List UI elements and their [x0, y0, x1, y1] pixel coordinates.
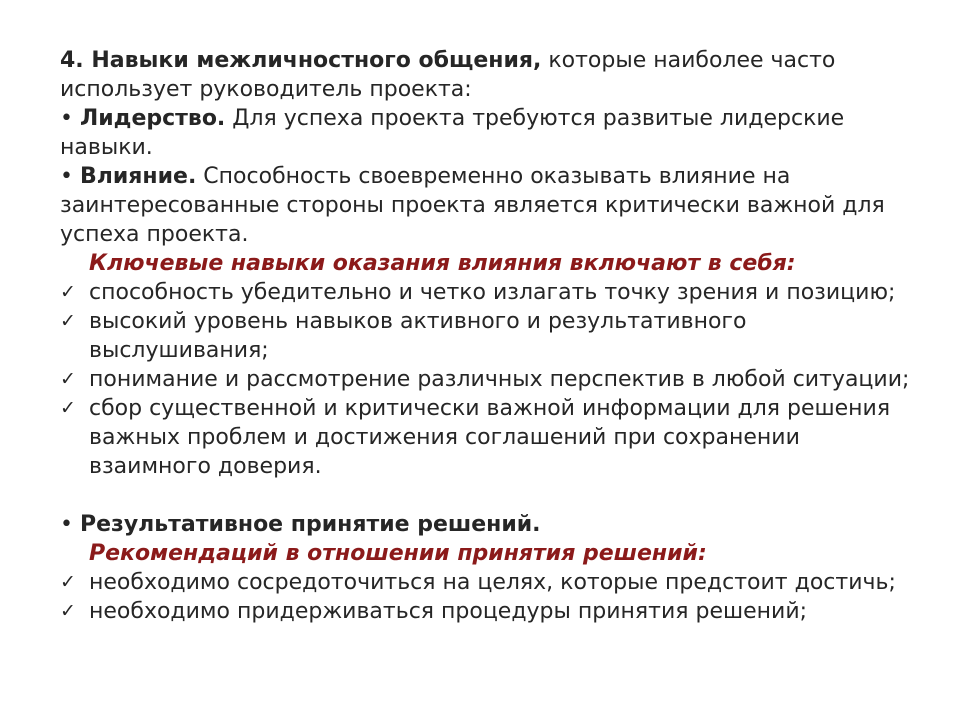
- influence-title: Влияние.: [79, 164, 197, 189]
- leadership-text: Для успеха проекта требуются развитые лидерские навыки.: [60, 106, 845, 160]
- list-item-text: необходимо сосредоточиться на целях, которые предстоит достичь;: [89, 570, 896, 595]
- checkmark-icon: ✓: [60, 600, 76, 622]
- slide-content: [60, 46, 920, 626]
- checkmark-icon: ✓: [60, 397, 76, 419]
- list-item-text: понимание и рассмотрение различных перспектив в любой ситуации;: [89, 367, 910, 392]
- checkmark-icon: ✓: [60, 310, 76, 332]
- decisions-paragraph: [60, 510, 920, 539]
- bullet: •: [60, 512, 80, 537]
- influence-skills-heading: Ключевые навыки оказания влияния включают в себя:: [89, 251, 796, 276]
- leadership-title: Лидерство.: [79, 106, 226, 131]
- list-item-text: способность убедительно и четко излагать точку зрения и позицию;: [89, 280, 896, 305]
- list-item-text: сбор существенной и критически важной информации для решения важных проблем и достижения соглашений при сохранении взаимного доверия.: [89, 396, 891, 479]
- list-item: [60, 568, 920, 597]
- decisions-sub-heading: Рекомендаций в отношении принятия решений:: [89, 541, 707, 566]
- list-item: [60, 365, 920, 394]
- section-4-paragraph: [60, 46, 920, 104]
- list-item-text: высокий уровень навыков активного и результативного выслушивания;: [89, 309, 747, 363]
- bullet: •: [60, 106, 80, 131]
- influence-paragraph: [60, 162, 920, 249]
- decisions-title: Результативное принятие решений.: [79, 512, 541, 537]
- list-item: [60, 307, 920, 365]
- checkmark-icon: ✓: [60, 571, 76, 593]
- bullet: •: [60, 164, 80, 189]
- section-4-heading: 4. Навыки межличностного общения,: [60, 48, 542, 73]
- section-4-heading-rest: которые наиболее часто использует руководитель проекта:: [60, 48, 836, 102]
- list-item-text: необходимо придерживаться процедуры принятия решений;: [89, 599, 808, 624]
- checkmark-icon: ✓: [60, 281, 76, 303]
- list-item: [60, 278, 920, 307]
- spacer: [60, 481, 920, 510]
- checkmark-icon: ✓: [60, 368, 76, 390]
- list-item: [60, 394, 920, 481]
- list-item: [60, 597, 920, 626]
- leadership-paragraph: [60, 104, 920, 162]
- influence-text: Способность своевременно оказывать влияние на заинтересованные стороны проекта является критически важной для успеха проекта.: [60, 164, 885, 247]
